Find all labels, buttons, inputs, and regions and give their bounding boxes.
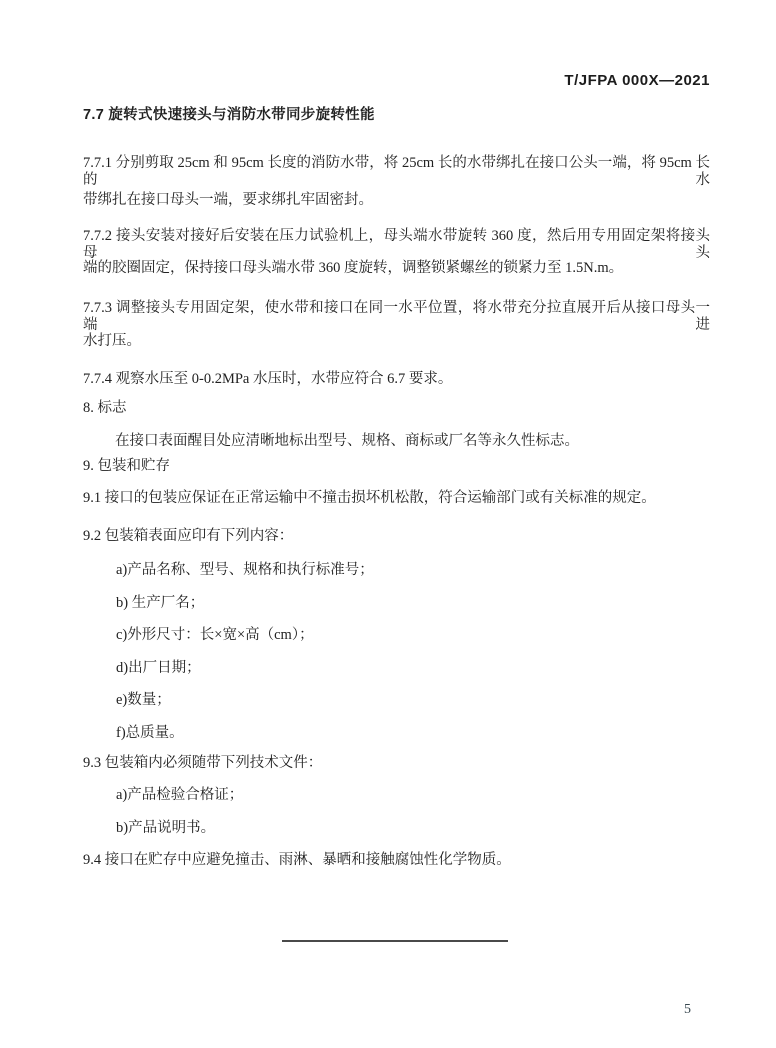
clause-7-7-1-line-2: 带绑扎在接口母头一端，要求绑扎牢固密封。 (83, 192, 373, 208)
clause-7-7-2-line-2: 端的胶圈固定，保持接口母头端水带 360 度旋转，调整锁紧螺丝的锁紧力至 1.5N.m。 (83, 260, 624, 276)
clause-9-4: 9.4 接口在贮存中应避免撞击、雨淋、暴晒和接触腐蚀性化学物质。 (83, 852, 511, 868)
clause-9-2-item-f: f)总质量。 (116, 725, 184, 741)
footer-rule-line (282, 940, 508, 942)
clause-9-2-item-b: b) 生产厂名； (116, 595, 205, 611)
clause-9-heading: 9. 包装和贮存 (83, 458, 170, 474)
clause-7-7-4: 7.7.4 观察水压至 0-0.2MPa 水压时，水带应符合 6.7 要求。 (83, 371, 453, 387)
clause-9-3-item-b: b)产品说明书。 (116, 820, 216, 836)
clause-7-7-3-line-1: 7.7.3 调整接头专用固定架，使水带和接口在同一水平位置，将水带充分拉直展开后从接口母头一端进 (83, 300, 710, 333)
clause-9-1: 9.1 接口的包装应保证在正常运输中不撞击损坏机松散，符合运输部门或有关标准的规定。 (83, 490, 656, 506)
clause-7-7-3-line-2: 水打压。 (83, 333, 141, 349)
clause-8-heading: 8. 标志 (83, 400, 127, 416)
clause-7-7-1-line-1: 7.7.1 分别剪取 25cm 和 95cm 长度的消防水带，将 25cm 长的水带绑扎在接口公头一端，将 95cm 长的水 (83, 155, 710, 188)
standard-number: T/JFPA 000X—2021 (564, 72, 710, 89)
clause-9-2: 9.2 包装箱表面应印有下列内容： (83, 528, 294, 544)
clause-9-3-item-a: a)产品检验合格证； (116, 787, 244, 803)
clause-9-2-item-a: a)产品名称、型号、规格和执行标准号； (116, 562, 374, 578)
clause-8-body: 在接口表面醒目处应清晰地标出型号、规格、商标或厂名等永久性标志。 (115, 433, 579, 449)
clause-9-2-item-e: e)数量； (116, 692, 171, 708)
clause-9-2-item-d: d)出厂日期； (116, 660, 201, 676)
clause-9-2-item-c: c)外形尺寸：长×宽×高（cm）； (116, 627, 314, 643)
document-header (0, 72, 710, 89)
clause-7-7-heading: 7.7 旋转式快速接头与消防水带同步旋转性能 (83, 107, 375, 123)
clause-9-3: 9.3 包装箱内必须随带下列技术文件： (83, 755, 323, 771)
page-number: 5 (684, 1002, 691, 1017)
clause-7-7-2-line-1: 7.7.2 接头安装对接好后安装在压力试验机上，母头端水带旋转 360 度，然后用专用固定架将接头母头 (83, 228, 710, 261)
